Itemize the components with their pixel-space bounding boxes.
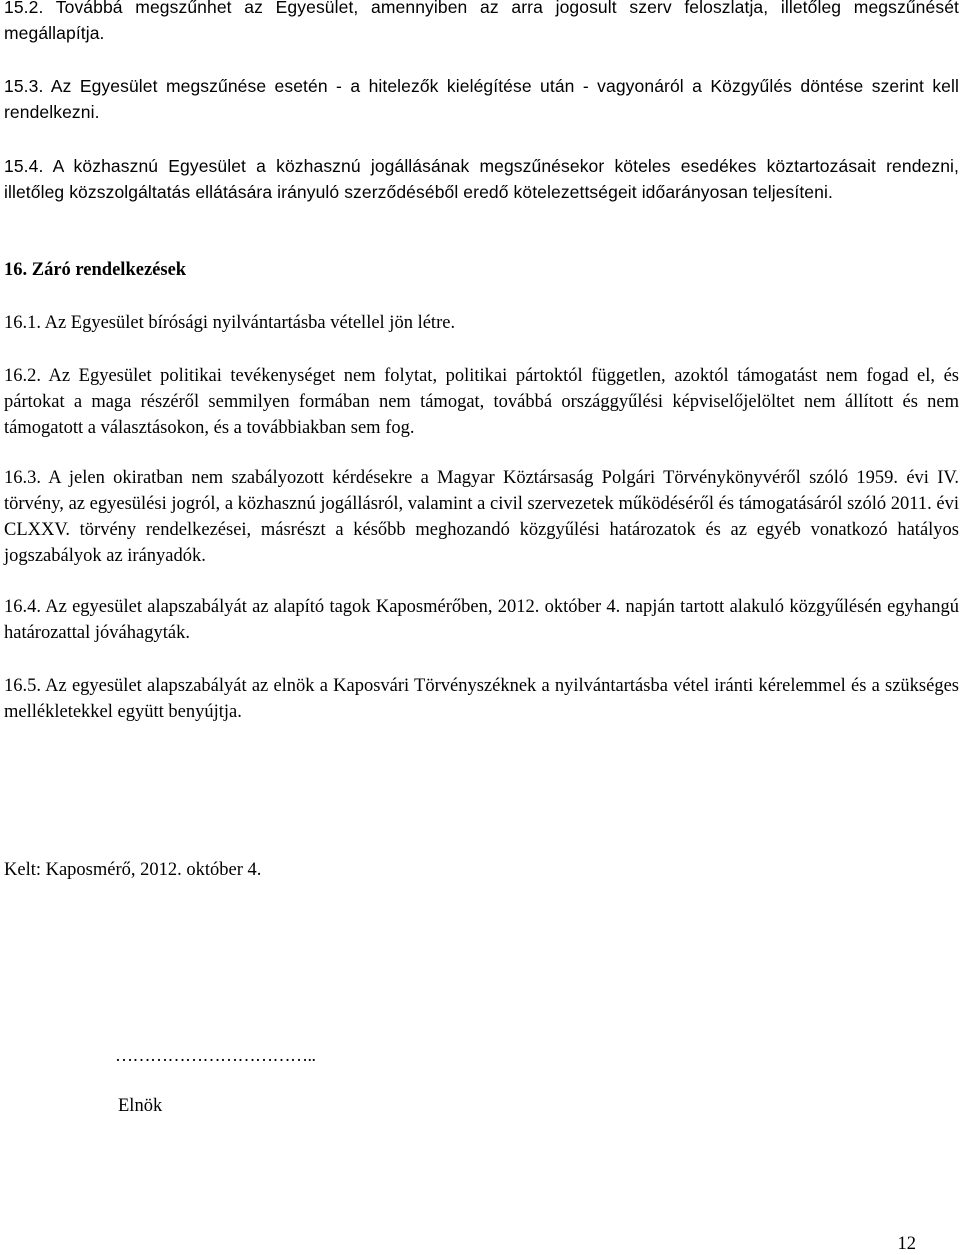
paragraph-15-2: 15.2. Továbbá megszűnhet az Egyesület, amennyiben az arra jogosult szerv feloszlatja, illetőleg megszűnését megállapítja.	[4, 0, 959, 43]
section-heading-16: 16. Záró rendelkezések	[4, 260, 187, 280]
page-number: 12	[897, 1234, 916, 1254]
signer-title: Elnök	[118, 1096, 163, 1116]
paragraph-16-1: 16.1. Az Egyesület bírósági nyilvántartásba vétellel jön létre.	[4, 313, 456, 333]
paragraph-16-4: 16.4. Az egyesület alapszabályát az alapító tagok Kaposmérőben, 2012. október 4. napján tartott alakuló közgyűlésén egyhangú határozattal jóváhagyták.	[4, 597, 959, 643]
paragraph-16-2: 16.2. Az Egyesület politikai tevékenységet nem folytat, politikai pártoktól független, azoktól támogatást nem fogad el, és pártokat a maga részéről semmilyen formában nem támogat, továbbá országgyűlési képviselőjelöltet nem állított és nem támogatott a választásokon, és a továbbiakban sem fog.	[4, 366, 959, 438]
date-place-line: Kelt: Kaposmérő, 2012. október 4.	[4, 860, 262, 880]
signature-line: ……………………………..	[115, 1045, 316, 1065]
paragraph-16-5: 16.5. Az egyesület alapszabályát az elnök a Kaposvári Törvényszéknek a nyilvántartásba vétel iránti kérelemmel és a szükséges mellékletekkel együtt benyújtja.	[4, 676, 959, 722]
paragraph-15-3: 15.3. Az Egyesület megszűnése esetén - a hitelezők kielégítése után - vagyonáról a Közgyűlés döntése szerint kell rendelkezni.	[4, 76, 959, 122]
paragraph-15-4: 15.4. A közhasznú Egyesület a közhasznú jogállásának megszűnésekor köteles esedékes köztartozásait rendezni, illetőleg közszolgáltatás ellátására irányuló szerződéséből eredő kötelezettségeit időarányosan teljesíteni.	[4, 156, 959, 202]
paragraph-16-3: 16.3. A jelen okiratban nem szabályozott kérdésekre a Magyar Köztársaság Polgári Törvénykönyvéről szóló 1959. évi IV. törvény, az egyesülési jogról, a közhasznú jogállásról, valamint a civil szervezetek működéséről és támogatásáról szóló 2011. évi CLXXV. törvény rendelkezései, másrészt a később meghozandó közgyűlési határozatok és az egyéb vonatkozó hatályos jogszabályok az irányadók.	[4, 468, 959, 566]
